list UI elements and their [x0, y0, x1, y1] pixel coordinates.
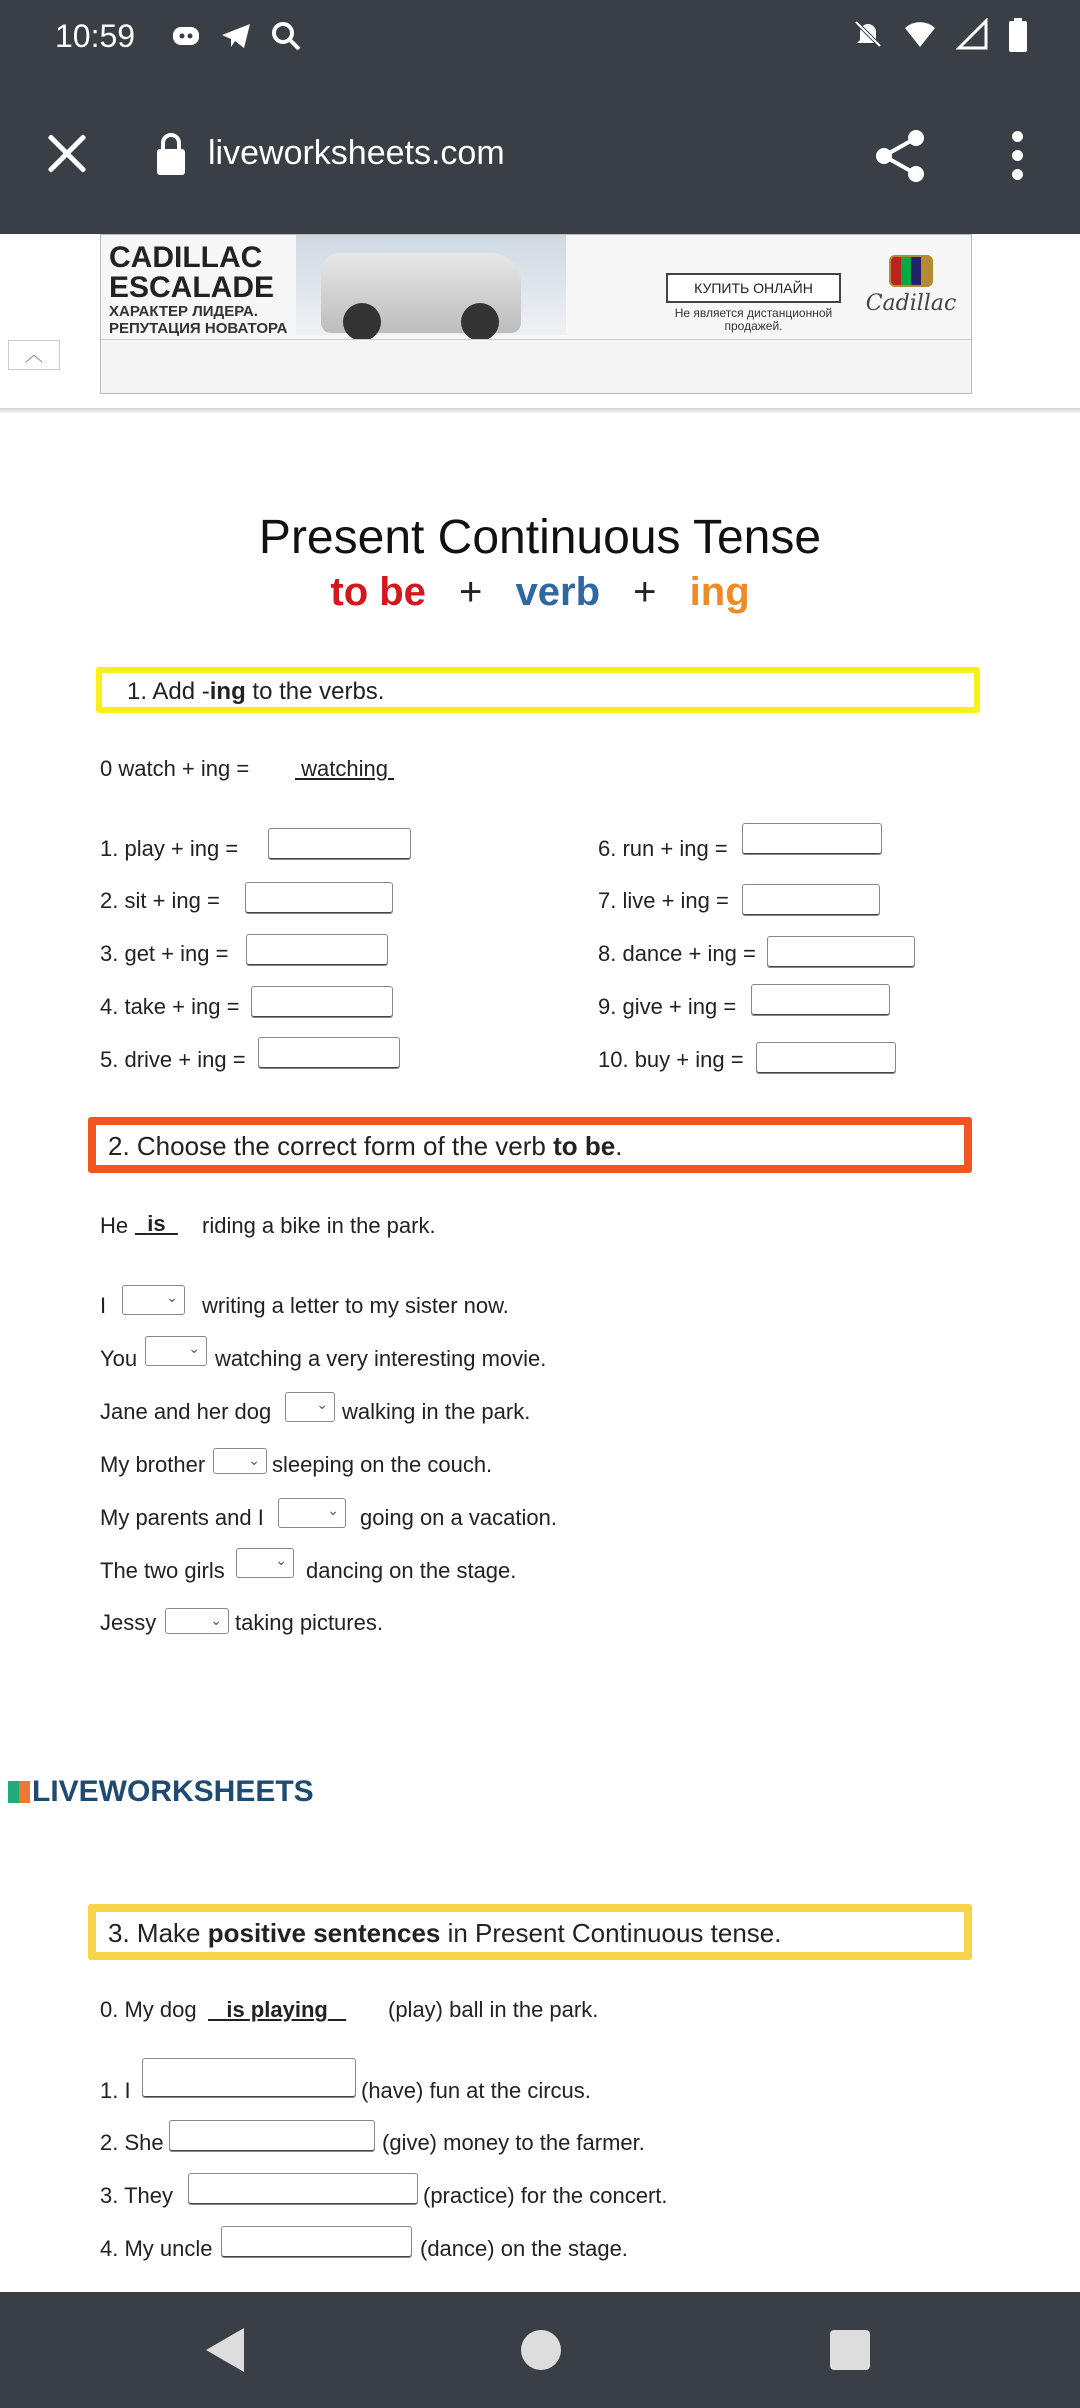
chevron-down-icon: ⌄: [188, 1340, 200, 1356]
section2-example-answer: [135, 1211, 178, 1237]
overflow-menu-icon[interactable]: [1002, 126, 1032, 186]
chevron-down-icon: ⌄: [248, 1452, 260, 1468]
answer-field-3[interactable]: [246, 934, 388, 966]
section1-item-label: 6. run + ing =: [598, 836, 728, 861]
ad-title-line2: ESCALADE: [109, 271, 275, 304]
chevron-down-icon: ⌄: [327, 1502, 339, 1518]
collapse-ad-button[interactable]: [8, 340, 60, 370]
section1-heading-bold: ing: [209, 678, 246, 705]
to-be-select-7[interactable]: [165, 1608, 229, 1634]
sentence-field-2[interactable]: [169, 2120, 375, 2152]
back-icon[interactable]: [206, 2328, 244, 2372]
share-icon[interactable]: [870, 126, 930, 186]
section1-example-answer-text: watching: [301, 756, 388, 781]
page-title: Present Continuous Tense: [258, 511, 822, 564]
sentence-field-1[interactable]: [142, 2058, 356, 2098]
sentence-pre: You: [100, 1346, 138, 1371]
section1-item-label: 2. sit + ing =: [100, 888, 220, 913]
do-not-disturb-icon: [852, 18, 884, 50]
logo-mark-icon: [8, 1781, 30, 1803]
section2-example-pre: He: [100, 1213, 129, 1238]
section1-example-answer: [295, 756, 394, 782]
to-be-select-6[interactable]: [236, 1548, 294, 1578]
ad-brand: [861, 255, 961, 316]
status-bar: [0, 0, 1080, 78]
sentence-post: taking pictures.: [235, 1610, 383, 1635]
answer-field-6[interactable]: [742, 823, 882, 855]
section1-item-label: 9. give + ing =: [598, 994, 737, 1019]
sentence-post: writing a letter to my sister now.: [202, 1293, 509, 1318]
sentence-pre: Jessy: [100, 1610, 157, 1635]
close-icon[interactable]: [42, 128, 92, 178]
recent-apps-icon[interactable]: [830, 2330, 870, 2370]
to-be-select-5[interactable]: [278, 1498, 346, 1528]
browser-toolbar: [0, 78, 1080, 234]
ad-banner[interactable]: [100, 234, 972, 394]
answer-field-9[interactable]: [751, 984, 890, 1016]
answer-field-8[interactable]: [767, 936, 915, 968]
section1-item-label: 4. take + ing =: [100, 994, 240, 1019]
to-be-select-4[interactable]: [213, 1448, 267, 1474]
logo-text: LIVEWORKSHEETS: [32, 1775, 314, 1808]
ad-title-line1: CADILLAC: [109, 241, 263, 274]
sentence-pre: 4. My uncle: [100, 2236, 213, 2261]
sentence-pre: 2. She: [100, 2130, 164, 2155]
section1-item-label: 1. play + ing =: [100, 836, 239, 861]
section1-heading-suffix: to the verbs.: [245, 678, 385, 705]
section3-heading-suffix: in Present Continuous tense.: [440, 1918, 782, 1948]
section3-example-answer: [208, 1997, 346, 2023]
section1-heading: [96, 667, 980, 713]
sentence-post: dancing on the stage.: [306, 1558, 517, 1583]
navigation-bar: [0, 2292, 1080, 2408]
chevron-down-icon: ⌄: [210, 1612, 222, 1628]
chevron-up-icon: ︿: [25, 345, 43, 365]
ad-sub-line1: ХАРАКТЕР ЛИДЕРА.: [109, 303, 258, 320]
battery-icon: [1008, 18, 1040, 50]
liveworksheets-logo: [8, 1775, 314, 1809]
section3-heading: [88, 1904, 972, 1960]
sentence-post: sleeping on the couch.: [272, 1452, 493, 1477]
answer-field-1[interactable]: [268, 828, 411, 860]
chevron-down-icon: ⌄: [166, 1289, 178, 1305]
sentence-pre: 3. They: [100, 2183, 173, 2208]
answer-field-2[interactable]: [245, 882, 393, 914]
sentence-pre: Jane and her dog: [100, 1399, 272, 1424]
lock-icon: [155, 132, 187, 176]
section2-heading-suffix: .: [615, 1131, 623, 1161]
tense-formula: [0, 570, 1080, 615]
section1-example-label: 0 watch + ing =: [100, 756, 250, 781]
sentence-post: (give) money to the farmer.: [382, 2130, 645, 2155]
section2-heading: [88, 1117, 972, 1173]
section2-example-answer-text: is: [147, 1211, 166, 1236]
signal-icon: [956, 18, 988, 50]
search-icon: [270, 20, 302, 52]
chevron-down-icon: ⌄: [275, 1552, 287, 1568]
section3-example-pre: 0. My dog: [100, 1997, 197, 2022]
ad-sub-line2: РЕПУТАЦИЯ НОВАТОРА: [109, 320, 288, 337]
section1-item-label: 10. buy + ing =: [598, 1047, 744, 1072]
section3-example-post: (play) ball in the park.: [388, 1997, 599, 2022]
section3-example-answer-text: is playing: [226, 1997, 328, 2022]
answer-field-10[interactable]: [756, 1042, 896, 1074]
answer-field-4[interactable]: [251, 986, 393, 1018]
ad-banner-repeat: [101, 339, 971, 394]
sentence-post: (have) fun at the circus.: [361, 2078, 591, 2103]
sentence-post: (dance) on the stage.: [420, 2236, 628, 2261]
sentence-post: going on a vacation.: [360, 1505, 557, 1530]
section1-heading-prefix: 1. Add -: [127, 678, 210, 705]
section3-heading-bold: positive sentences: [207, 1918, 441, 1948]
sentence-post: (practice) for the concert.: [423, 2183, 668, 2208]
section2-heading-prefix: 2. Choose the correct form of the verb: [108, 1131, 554, 1161]
sentence-post: watching a very interesting movie.: [215, 1346, 547, 1371]
answer-field-7[interactable]: [742, 884, 880, 916]
sentence-pre: My brother: [100, 1452, 206, 1477]
section1-item-label: 8. dance + ing =: [598, 941, 756, 966]
section1-item-label: 7. live + ing =: [598, 888, 729, 913]
divider: [0, 408, 1080, 414]
to-be-select-1[interactable]: [122, 1285, 185, 1315]
formula-verb: verb: [515, 570, 601, 614]
cadillac-crest-icon: [889, 255, 933, 287]
home-icon[interactable]: [521, 2330, 561, 2370]
sentence-pre: 1. I: [100, 2078, 131, 2103]
telegram-icon: [220, 20, 252, 52]
answer-field-5[interactable]: [258, 1037, 400, 1069]
to-be-select-3[interactable]: [285, 1392, 335, 1422]
chevron-down-icon: ⌄: [316, 1396, 328, 1412]
sentence-pre: The two girls: [100, 1558, 225, 1583]
ad-brand-text: Cadillac: [865, 291, 957, 316]
formula-to-be: to be: [330, 570, 426, 614]
wifi-icon: [904, 18, 936, 50]
sentence-post: walking in the park.: [342, 1399, 531, 1424]
sentence-field-4[interactable]: [221, 2226, 412, 2258]
status-time: 10:59: [55, 18, 136, 54]
formula-plus-2: +: [633, 570, 657, 614]
discord-icon: [170, 20, 202, 52]
sentence-pre: My parents and I: [100, 1505, 264, 1530]
formula-ing: ing: [689, 570, 750, 614]
section2-example-post: riding a bike in the park.: [202, 1213, 436, 1238]
car-image: [321, 253, 521, 333]
ad-buy-button[interactable]: КУПИТЬ ОНЛАЙН: [666, 273, 841, 303]
section1-item-label: 5. drive + ing =: [100, 1047, 246, 1072]
ad-note: Не является дистанционной продажей.: [674, 306, 833, 333]
section2-heading-bold: to be: [553, 1131, 616, 1161]
url-text[interactable]: liveworksheets.com: [208, 134, 505, 172]
formula-plus-1: +: [459, 570, 483, 614]
sentence-pre: I: [100, 1293, 107, 1318]
to-be-select-2[interactable]: [145, 1336, 207, 1366]
section3-heading-prefix: 3. Make: [108, 1918, 208, 1948]
sentence-field-3[interactable]: [188, 2173, 418, 2205]
section1-item-label: 3. get + ing =: [100, 941, 229, 966]
